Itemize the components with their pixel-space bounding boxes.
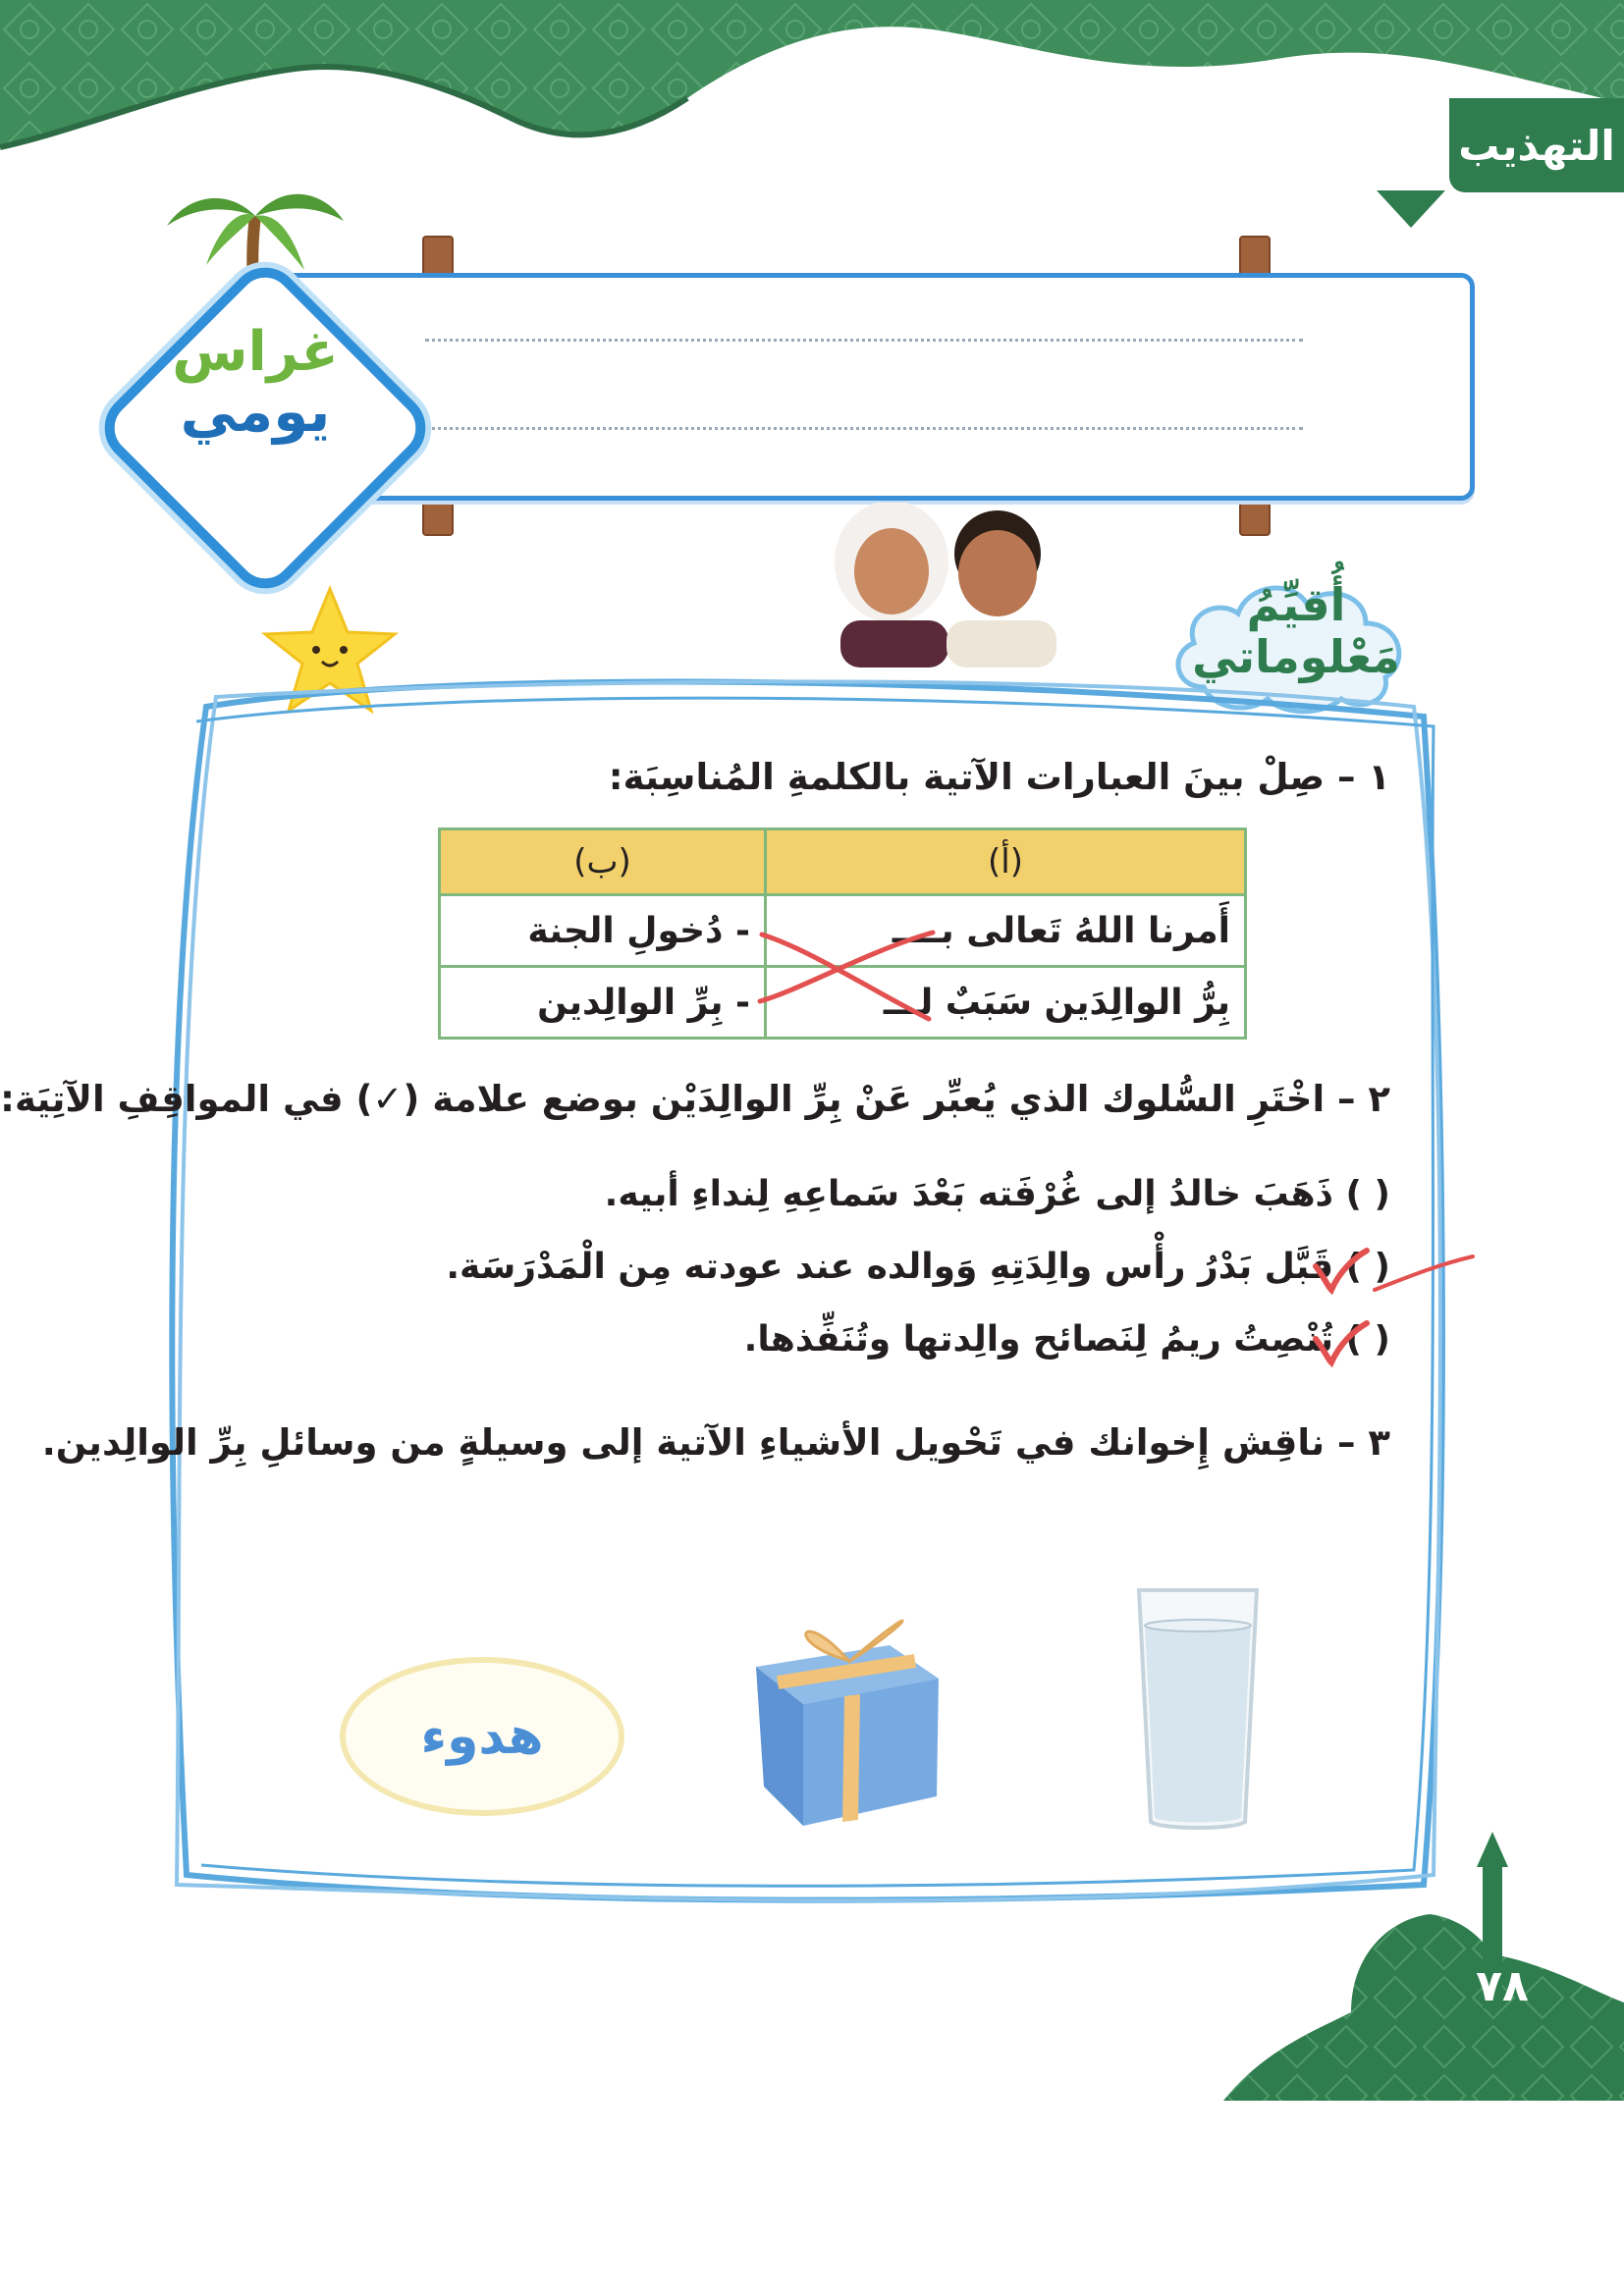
column-b-cell[interactable]: - دُخولِ الجنة (440, 895, 766, 967)
writing-line[interactable] (425, 339, 1303, 342)
question-3-title: ٣ – ناقِش إِخوانك في تَحْويل الأشياءِ الآتية إلى وسيلةٍ من وسائلِ بِرِّ الوالِدين. (41, 1421, 1390, 1464)
header-banner (0, 0, 1624, 196)
page-number: ٧٨ (1476, 1961, 1529, 2011)
review-title-line-2: مَعْلوماتي (1192, 629, 1400, 683)
mosque-footer (1223, 1826, 1624, 2101)
gift-box-icon (742, 1584, 948, 1832)
daily-sapling-board (273, 273, 1475, 501)
column-b-header: (ب) (440, 829, 766, 895)
column-a-header: (أ) (766, 829, 1246, 895)
calm-label: هدوء (420, 1707, 544, 1766)
question-2-title: ٢ – اخْتَرِ السُّلوك الذي يُعبِّر عَنْ بِرِّ الوالِدَيْن بوضع علامة (✓) في المواقِفِ الآتِيَة: (0, 1078, 1390, 1120)
calm-card (340, 1657, 624, 1816)
question-1-title: ١ – صِلْ بينَ العبارات الآتية بالكلمةِ المُناسِبَة: (608, 756, 1390, 798)
column-b-cell[interactable]: - بِرِّ الوالِدين (440, 967, 766, 1039)
check-mark-tail-icon (1371, 1253, 1479, 1296)
option-item[interactable]: ( ) ذَهَبَ خالدُ إلى غُرْفَته بَعْدَ سَماعِهِ لِنداءِ أبيه. (604, 1174, 1390, 1214)
check-mark-icon (1310, 1243, 1371, 1296)
check-mark-icon (1310, 1315, 1371, 1368)
section-tab (1449, 98, 1624, 192)
option-item[interactable]: ( ) قَبَّل بَدْرُ رأْس والِدَتِهِ وَوالده عند عودته مِن الْمَدْرَسَة. (446, 1247, 1390, 1287)
column-a-cell: أَمرنا اللهُ تَعالى بــــ (766, 895, 1246, 967)
option-item[interactable]: ( ) تُنْصِتُ ريمُ لِنَصائح والِدتها وتُنَفِّذها. (743, 1319, 1390, 1360)
badge-line-1: غراس (172, 320, 339, 384)
review-title-line-1: أُقيِّمُ (1246, 578, 1346, 631)
matching-lines-drawing (752, 921, 939, 1029)
water-glass-icon (1135, 1586, 1261, 1834)
matching-table-header (440, 829, 1246, 895)
writing-line[interactable] (425, 427, 1303, 430)
daily-sapling-badge-text (147, 320, 363, 445)
section-title: التهذيب (1458, 121, 1615, 170)
section-tab-point (1377, 190, 1445, 230)
badge-line-2: يومي (180, 377, 331, 445)
column-a-cell: بِرُّ الوالِدَين سَبَبٌ لـــ (766, 967, 1246, 1039)
